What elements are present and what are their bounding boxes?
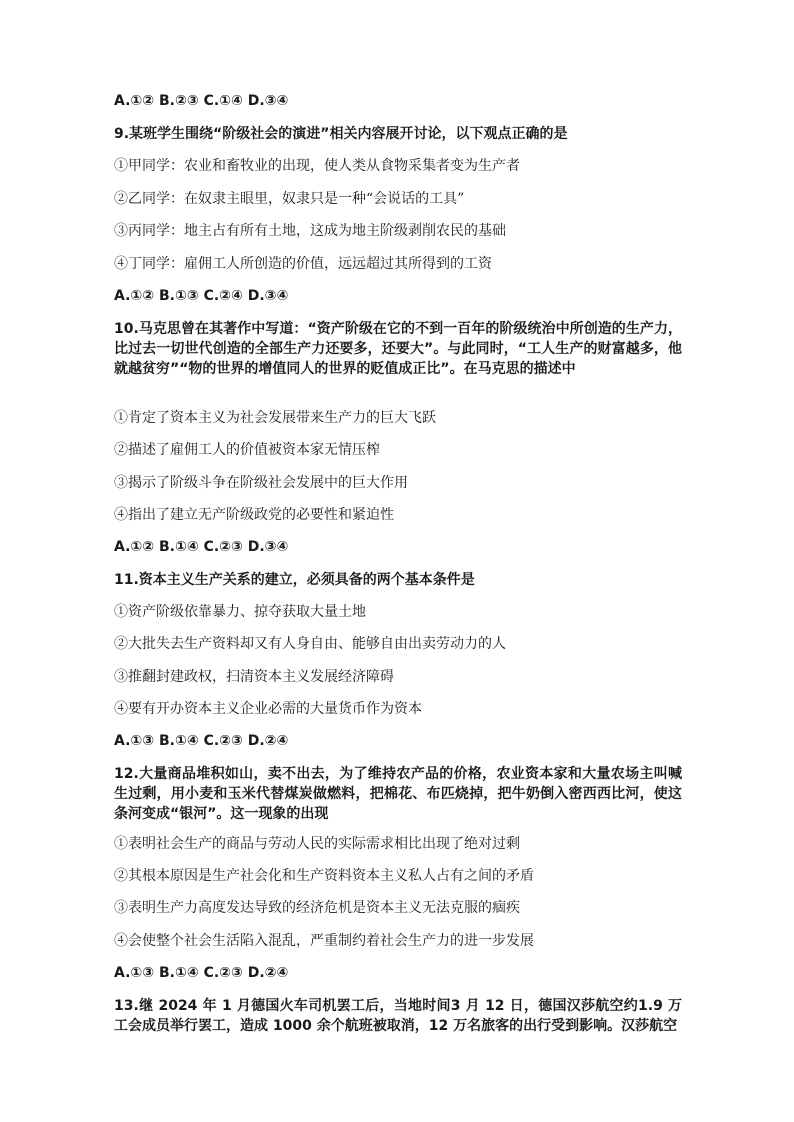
q12-statement-4: ④会使整个社会生活陷入混乱，严重制约着社会生产力的进一步发展 [114,933,534,949]
q10-answer-options: A.①② B.①④ C.②③ D.③④ [114,539,289,555]
q12-stem: 12.大量商品堆积如山，卖不出去，为了维持农产品的价格，农业资本家和大量农场主叫喊生过剩，用小麦和玉米代替煤炭做燃料，把棉花、布匹烧掉，把牛奶倒入密西西比河，使这条河变成“银河”。这一现象的出现 [114,766,682,822]
q10-stem: 10.马克思曾在其著作中写道：“资产阶级在它的不到一百年的阶级统治中所创造的生产力，比过去一切世代创造的全部生产力还要多，还要大”。与此同时，“工人生产的财富越多，他就越贫穷”“物的世界的增值同人的世界的贬值成正比”。在马克思的描述中 [114,321,682,377]
q9-statement-2: ②乙同学：在奴隶主眼里，奴隶只是一种“会说话的工具” [114,191,465,207]
q10-statement-2: ②描述了雇佣工人的价值被资本家无情压榨 [114,442,380,458]
q11-statement-1: ①资产阶级依靠暴力、掠夺获取大量土地 [114,604,366,620]
q11-stem: 11.资本主义生产关系的建立，必须具备的两个基本条件是 [114,572,475,588]
q8-answer-options: A.①② B.②③ C.①④ D.③④ [114,93,289,109]
q9-statement-4: ④丁同学：雇佣工人所创造的价值，远远超过其所得到的工资 [114,256,492,272]
q12-statement-2: ②其根本原因是生产社会化和生产资料资本主义私人占有之间的矛盾 [114,868,534,884]
q10-statement-3: ③揭示了阶级斗争在阶级社会发展中的巨大作用 [114,475,408,491]
q9-stem: 9.某班学生围绕“阶级社会的演进”相关内容展开讨论，以下观点正确的是 [114,126,568,142]
q13-stem: 13.继 2024 年 1 月德国火车司机罢工后，当地时间3 月 12 日，德国汉莎航空约1.9 万工会成员举行罢工，造成 1000 余个航班被取消，12 万名旅客的出行受到影响。汉莎航空 [114,998,682,1034]
q9-statement-3: ③丙同学：地主占有所有土地，这成为地主阶级剥削农民的基础 [114,223,506,239]
q11-statement-3: ③推翻封建政权，扫清资本主义发展经济障碍 [114,669,394,685]
q12-answer-options: A.①③ B.①④ C.②③ D.②④ [114,965,289,981]
q10-statement-1: ①肯定了资本主义为社会发展带来生产力的巨大飞跃 [114,410,436,426]
q9-statement-1: ①甲同学：农业和畜牧业的出现，使人类从食物采集者变为生产者 [114,158,520,174]
q11-answer-options: A.①③ B.①④ C.②③ D.②④ [114,733,289,749]
q12-statement-3: ③表明生产力高度发达导致的经济危机是资本主义无法克服的痼疾 [114,900,520,916]
q11-statement-4: ④要有开办资本主义企业必需的大量货币作为资本 [114,701,422,717]
q10-statement-4: ④指出了建立无产阶级政党的必要性和紧迫性 [114,507,394,523]
q9-answer-options: A.①② B.①③ C.②④ D.③④ [114,288,289,304]
q11-statement-2: ②大批失去生产资料却又有人身自由、能够自由出卖劳动力的人 [114,636,506,652]
q12-statement-1: ①表明社会生产的商品与劳动人民的实际需求相比出现了绝对过剩 [114,836,520,852]
